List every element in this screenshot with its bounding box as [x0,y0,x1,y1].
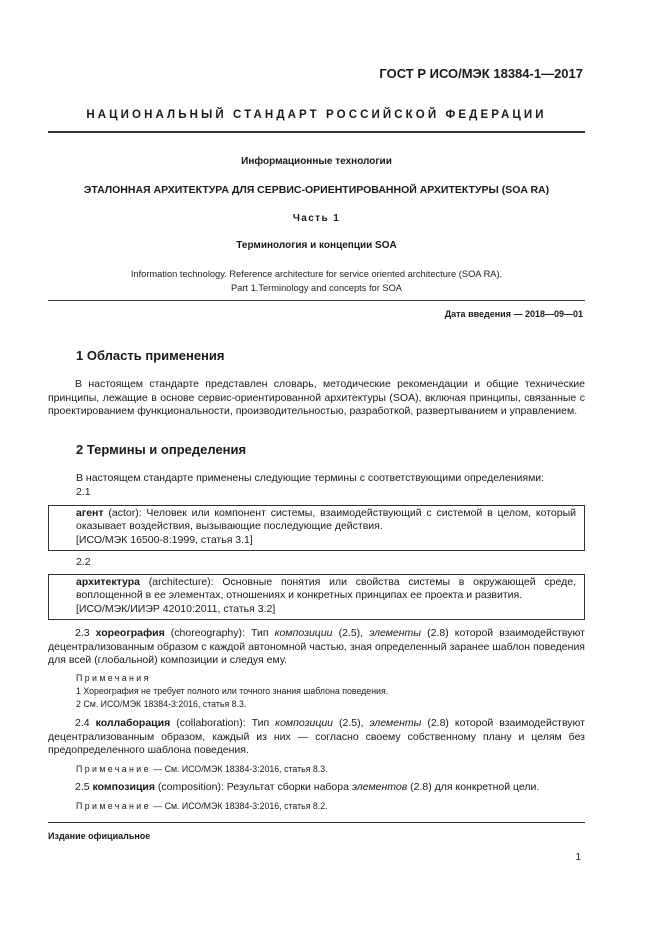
term-2-2-number: 2.2 [76,556,91,568]
english-title-line-2: Part 1.Terminology and concepts for SOA [230,283,403,293]
section-2-intro: В настоящем стандарте применены следующие термины с соответствующими определениями: [76,472,545,484]
term-2-1-name: агент [76,507,104,519]
term-2-4-text-2: (2.5), [333,717,370,729]
term-2-2-definition: Основные понятия или свойства системы в окружающей среде, воплощенной в ее элементах, отношениях и конкретных принципах ее проекта и развития. [76,576,577,602]
term-2-3-notes-label: Примечания [76,673,151,683]
term-2-4-text-3: (2.8) которой взаимодействуют децентрализованным образом, каждый из них — согласно своему собственному плану и целям без предопределенного шаблона поведения. [48,717,585,757]
term-2-1-definition: Человек или компонент системы, взаимодействующий с системой в целом, который оказывает воздействия, вызывающие последующие действия. [76,507,577,533]
term-2-1-number: 2.1 [76,486,91,498]
title-rule [48,300,585,301]
part-label: Часть 1 [292,213,341,224]
term-2-5-text-1: Результат сборки набора [223,781,352,793]
term-2-3-english: (choreography): [164,627,245,639]
term-2-2-name: архитектура [76,576,141,588]
term-2-4-link-elements: элементы [369,717,422,729]
term-2-4-number: 2.4 [75,717,96,729]
term-2-4-text-1: Тип [245,717,276,729]
footer-rule [48,822,585,823]
term-2-5-number: 2.5 [75,781,93,793]
term-2-4-link-composition: композиции [275,717,334,729]
title-line-2: ЭТАЛОННАЯ АРХИТЕКТУРА ДЛЯ СЕРВИС-ОРИЕНТИРОВАННОЙ АРХИТЕКТУРЫ (SOA RA) [83,184,550,196]
term-2-3-text-1: Тип [244,627,275,639]
term-2-3-link-elements: элементы [369,627,422,639]
term-2-3-link-composition: композиции [274,627,333,639]
page-number: 1 [575,852,581,863]
term-2-1-english: (actor): [103,507,142,519]
section-1-text: В настоящем стандарте представлен словарь, методические рекомендации и общие технические принципы, лежащие в основе сервис-ориентированной архитектуры (SOA), включая принципы, связанные с проектированием функциональности, производительностью, разработкой, развертыванием и управлением. [48,378,585,418]
title-line-1: Информационные технологии [241,156,392,167]
term-2-3-note-2: 2 См. ИСО/МЭК 18384-3:2016, статья 8.3. [76,699,247,709]
section-1-heading: 1 Область применения [76,348,225,363]
term-2-2-english: (architecture): [140,576,214,588]
term-2-4-note-label: Примечание [76,764,151,774]
english-title-line-1: Information technology. Reference architecture for service oriented architecture (SOA RA). [130,269,503,279]
term-2-5-text-2: (2.8) для конкретной цели. [407,781,540,793]
official-edition-label: Издание официальное [48,831,151,841]
term-2-5-definition [48,781,585,795]
term-2-1-reference: [ИСО/МЭК 16500-8:1999, статья 3.1] [76,533,253,546]
term-2-5-link-elements: элементов [351,781,408,793]
term-2-5-name: композиция [92,781,156,793]
term-2-3-definition [48,627,585,668]
national-standard-banner: НАЦИОНАЛЬНЫЙ СТАНДАРТ РОССИЙСКОЙ ФЕДЕРАЦИИ [86,109,547,121]
term-2-3-number: 2.3 [75,627,96,639]
header-rule [48,131,585,133]
term-2-5-english: (composition): [155,781,224,793]
section-2-heading: 2 Термины и определения [76,442,247,457]
term-2-2-box [48,574,585,620]
term-2-5-note-text: — См. ИСО/МЭК 18384-3:2016, статья 8.2. [150,801,328,811]
term-2-4-note-text: — См. ИСО/МЭК 18384-3:2016, статья 8.3. [150,764,328,774]
term-2-4-english: (collaboration): [170,717,246,729]
term-2-3-note-1: 1 Хореография не требует полного или точного знания шаблона поведения. [76,686,389,696]
term-2-4-definition [48,717,585,758]
term-2-3-text-3: (2.8) которой взаимодействуют децентрализованным образом с каждой автономной частью, зная определенный заранее шаблон поведения для всей (глобальной) композиции и следуя ему. [48,627,585,667]
subtitle: Терминология и концепции SOA [236,240,397,251]
term-2-5-note-label: Примечание [76,801,151,811]
effective-date: Дата введения — 2018—09—01 [444,309,583,319]
term-2-4-note [76,763,585,776]
term-2-5-note [76,800,585,813]
term-2-1-box [48,505,585,551]
term-2-3-name: хореография [95,627,165,639]
term-2-2-reference: [ИСО/МЭК/ИИЭР 42010:2011, статья 3.2] [76,602,276,615]
document-code: ГОСТ Р ИСО/МЭК 18384-1—2017 [379,66,583,81]
term-2-3-text-2: (2.5), [332,627,370,639]
term-2-4-name: коллаборация [95,717,171,729]
